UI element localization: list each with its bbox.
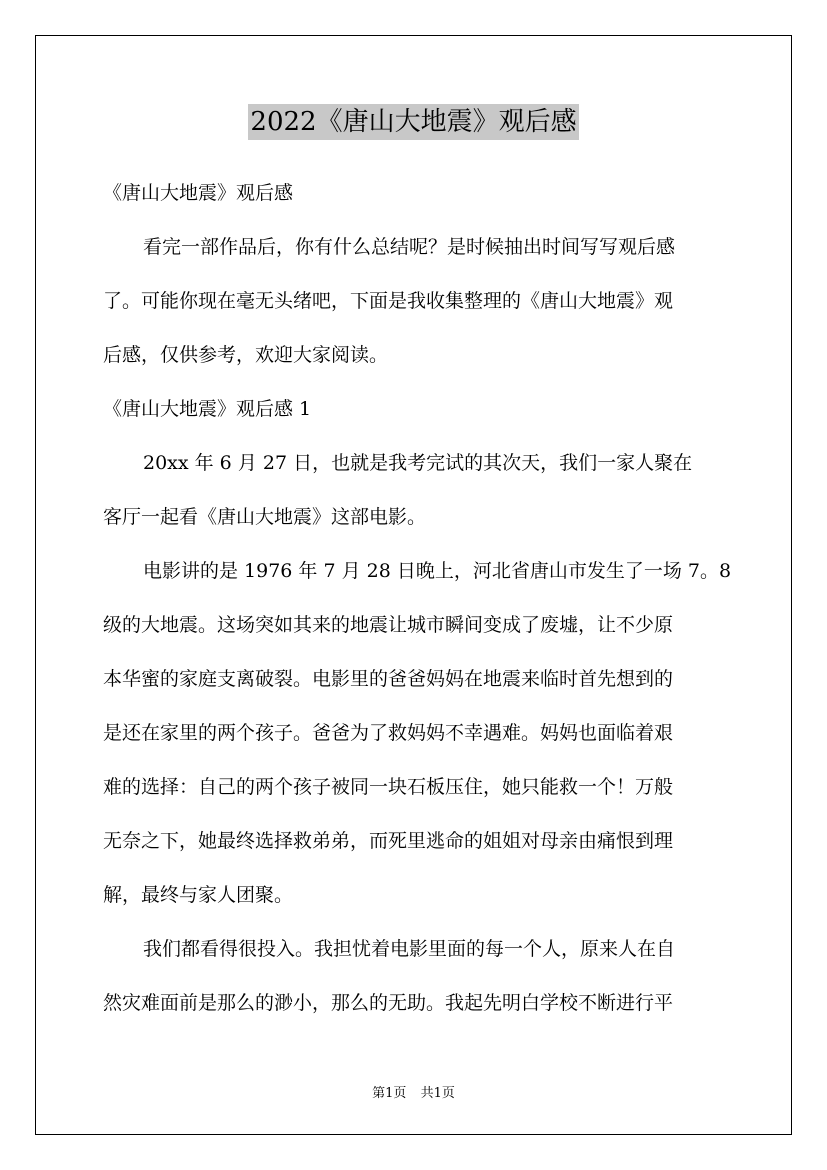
page-number-total: 共1页 [420, 1086, 455, 1101]
document-title: 2022《唐山大地震》观后感 [248, 104, 578, 140]
section-heading: 《唐山大地震》观后感 [103, 182, 294, 204]
paragraph-line: 解，最终与家人团聚。 [103, 884, 294, 906]
paragraph-line: 级的大地震。这场突如其来的地震让城市瞬间变成了废墟，让不少原 [103, 614, 674, 636]
paragraph-line: 然灾难面前是那么的渺小，那么的无助。我起先明白学校不断进行平 [103, 992, 674, 1014]
paragraph-line: 电影讲的是 1976 年 7 月 28 日晚上，河北省唐山市发生了一场 7。8 [143, 560, 732, 582]
paragraph-line: 本华蜜的家庭支离破裂。电影里的爸爸妈妈在地震来临时首先想到的 [103, 668, 674, 690]
paragraph-line: 后感，仅供参考，欢迎大家阅读。 [103, 344, 389, 366]
paragraph-line: 看完一部作品后，你有什么总结呢？是时候抽出时间写写观后感 [143, 236, 676, 258]
section-heading: 《唐山大地震》观后感 1 [103, 398, 312, 420]
paragraph-line: 了。可能你现在毫无头绪吧，下面是我收集整理的《唐山大地震》观 [103, 290, 674, 312]
page-number-current: 第1页 [372, 1086, 407, 1101]
paragraph-line: 难的选择：自己的两个孩子被同一块石板压住，她只能救一个！万般 [103, 776, 674, 798]
paragraph-line: 20xx 年 6 月 27 日，也就是我考完试的其次天，我们一家人聚在 [143, 452, 693, 474]
paragraph-line: 无奈之下，她最终选择救弟弟，而死里逃命的姐姐对母亲由痛恨到理 [103, 830, 674, 852]
page-footer [0, 1082, 827, 1101]
paragraph-line: 我们都看得很投入。我担忧着电影里面的每一个人，原来人在自 [143, 938, 676, 960]
paragraph-line: 客厅一起看《唐山大地震》这部电影。 [103, 506, 427, 528]
document-body [103, 172, 743, 1036]
paragraph-line: 是还在家里的两个孩子。爸爸为了救妈妈不幸遇难。妈妈也面临着艰 [103, 722, 674, 744]
document-title-container [0, 104, 827, 140]
